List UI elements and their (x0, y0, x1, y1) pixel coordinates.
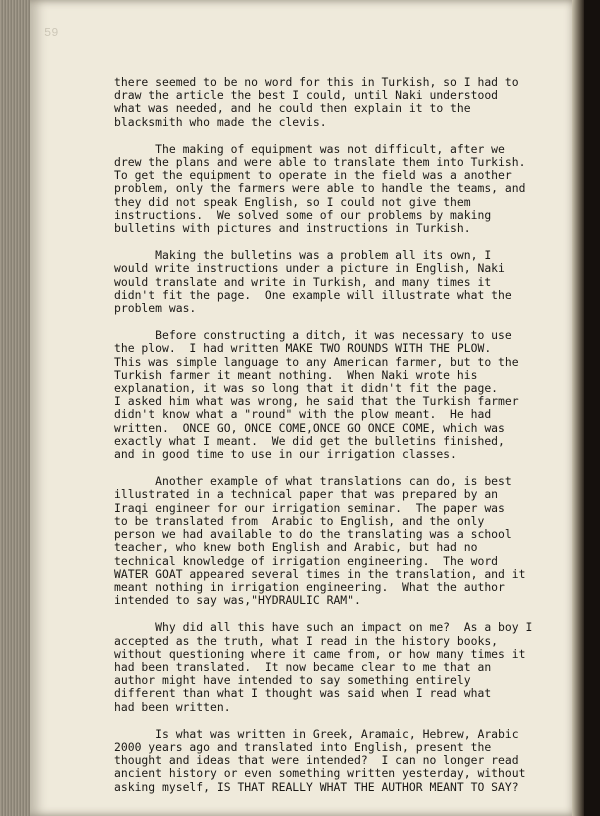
paragraph-3: Making the bulletins was a problem all its own, I would write instructions under a picture in English, Naki would translate and write in Turkish, and many times it didn't fit the page. One example will illustrate what the problem was. (114, 248, 512, 316)
body-text (114, 76, 566, 808)
paragraph-2: The making of equipment was not difficult, after we drew the plans and were able to translate them into Turkish. To get the equipment to operate in the field was a another problem, only the farmers were able to handle the teams, and they did not speak English, so I could not give them instructions. We solved some of our problems by making bulletins with pictures and instructions in Turkish. (114, 141, 526, 236)
book-gutter-shadow (572, 0, 584, 816)
paragraph-4: Before constructing a ditch, it was necessary to use the plow. I had written MAKE TWO ROUNDS WITH THE PLOW. This was simple language to any American farmer, but to the Turkish farmer it meant nothing. When Naki wrote his explanation, it was so long that it didn't fit the page. I asked him what was wrong, he said that the Turkish farmer didn't know what a "round" with the plow meant. He had written. ONCE GO, ONCE COME,ONCE GO ONCE COME, which was exactly what I meant. We did get the bulletins finished, and in good time to use in our irrigation classes. (114, 328, 519, 462)
paragraph-1: there seemed to be no word for this in Turkish, so I had to draw the article the best I could, until Naki understood what was needed, and he could then explain it to the blacksmith who made the clevis. (114, 75, 519, 129)
paragraph-6: Why did all this have such an impact on me? As a boy I accepted as the truth, what I read in the history books, without questioning where it came from, or how many times it had been translated. It now became clear to me that an author might have intended to say something entirely different than what I thought was said when I read what had been written. (114, 620, 533, 714)
paragraph-5: Another example of what translations can do, is best illustrated in a technical paper that was prepared by an Iraqi engineer for our irrigation seminar. The paper was to be translated from Arabic to English, and the only person we had available to do the translating was a school teacher, who knew both English and Arabic, but had no technical knowledge of irrigation engineering. The word WATER GOAT appeared several times in the translation, and it meant nothing in irrigation engineering. What the author intended to say was,"HYDRAULIC RAM". (114, 474, 526, 608)
page-number-bleedthrough: 59 (44, 26, 59, 40)
book-page-edges (0, 0, 34, 816)
paragraph-7: Is what was written in Greek, Aramaic, Hebrew, Arabic 2000 years ago and translated into English, present the thought and ideas that were intended? I can no longer read ancient history or even something written yesterday, without asking myself, IS THAT REALLY WHAT THE AUTHOR MEANT TO SAY? (114, 726, 526, 794)
